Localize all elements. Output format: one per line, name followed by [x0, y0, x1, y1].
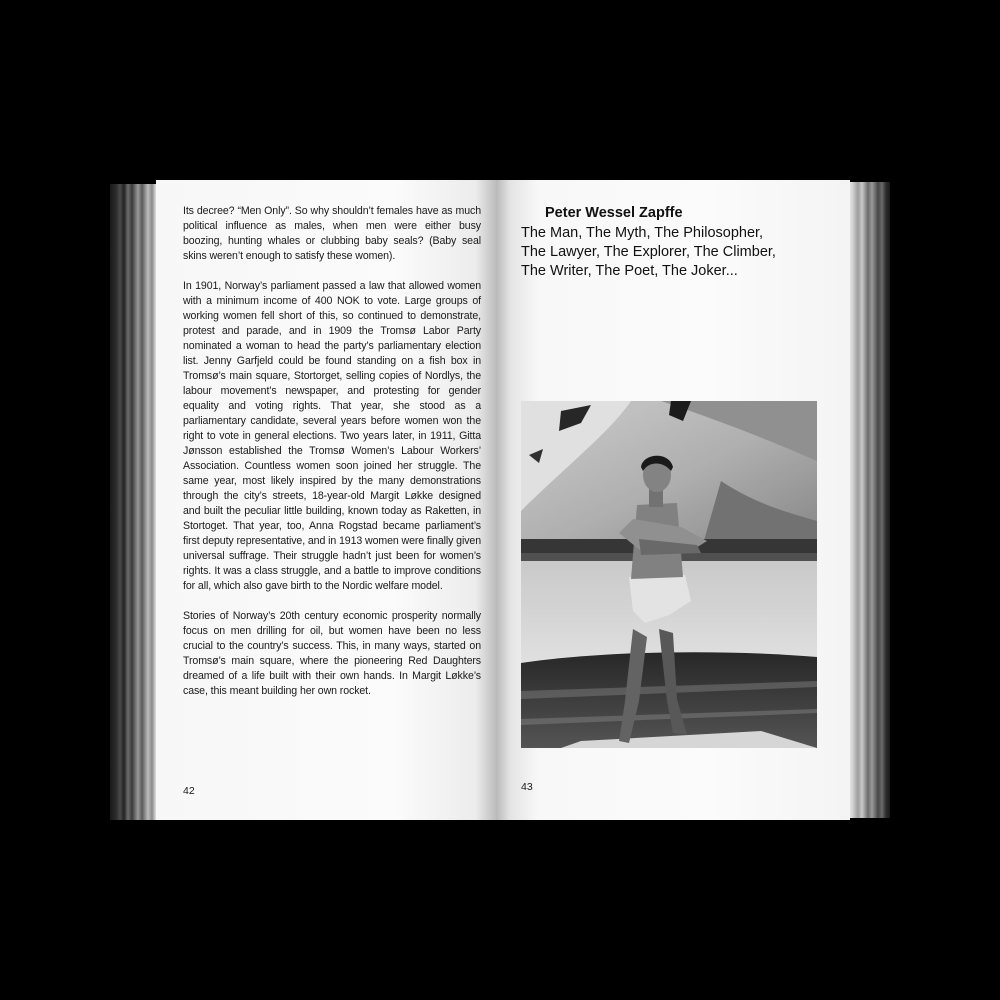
- left-page-edges: [110, 184, 158, 820]
- page-number-right: 43: [521, 781, 533, 793]
- subtitle-line: The Lawyer, The Explorer, The Climber,: [521, 244, 776, 260]
- black-and-white-photo: [521, 401, 817, 748]
- paragraph: In 1901, Norway’s parliament passed a law that allowed women with a minimum income of 400 NOK to vote. Large groups of working women fell short of this, so continued to demonstrate, protest and parade, and in 1909 the Tromsø Labor Party nominated a woman to head the party’s parliamentary election list. Jenny Garfjeld could be found standing on a fish box in Tromsø’s main square, Stortorget, selling copies of Nordlys, the labour movement’s newspaper, and protesting for gender equality and voting rights. That year, she stood as a parliamentary candidate, several years before women won the right to vote in general elections. Two years later, in 1911, Gitta Jønsson established the Tromsø Women’s Labour Workers’ Association. Countless women soon joined her struggle. The same year, most likely inspired by the many demonstrations through the city’s streets, 18-year-old Margit Løkke designed and built the peculiar little building, known today as Raketten, in Stortoget. That year, too, Anna Rogstad became parliament’s first deputy representative, and in 1913 women were finally given universal suffrage. Their struggle hadn’t just been for women’s rights. It was a class struggle, and a battle to improve conditions for all, which also gave birth to the Nordic welfare model.: [183, 280, 481, 592]
- subtitle-line: The Writer, The Poet, The Joker...: [521, 263, 738, 279]
- right-page-edges: [846, 182, 890, 818]
- paragraph: Stories of Norway’s 20th century economic prosperity normally focus on men drilling for oil, but women have been no less crucial to the country’s success. This, in many ways, started on Tromsø’s main square, where the pioneering Red Daughters dreamed of a life built with their own hands. In Margit Løkke’s case, this meant building her own rocket.: [183, 610, 481, 697]
- left-page-body-text: [183, 204, 481, 714]
- chapter-title: Peter Wessel Zapffe: [545, 205, 683, 221]
- chapter-heading: [521, 204, 831, 281]
- chapter-subtitle: [521, 224, 831, 281]
- page-number-left: 42: [183, 785, 195, 797]
- subtitle-line: The Man, The Myth, The Philosopher,: [521, 225, 764, 241]
- paragraph: Its decree? “Men Only”. So why shouldn’t females have as much political influence as males, when men were either busy boozing, hunting whales or clubbing baby seals? (Baby seal skins weren’t enough to satisfy these women).: [183, 205, 481, 262]
